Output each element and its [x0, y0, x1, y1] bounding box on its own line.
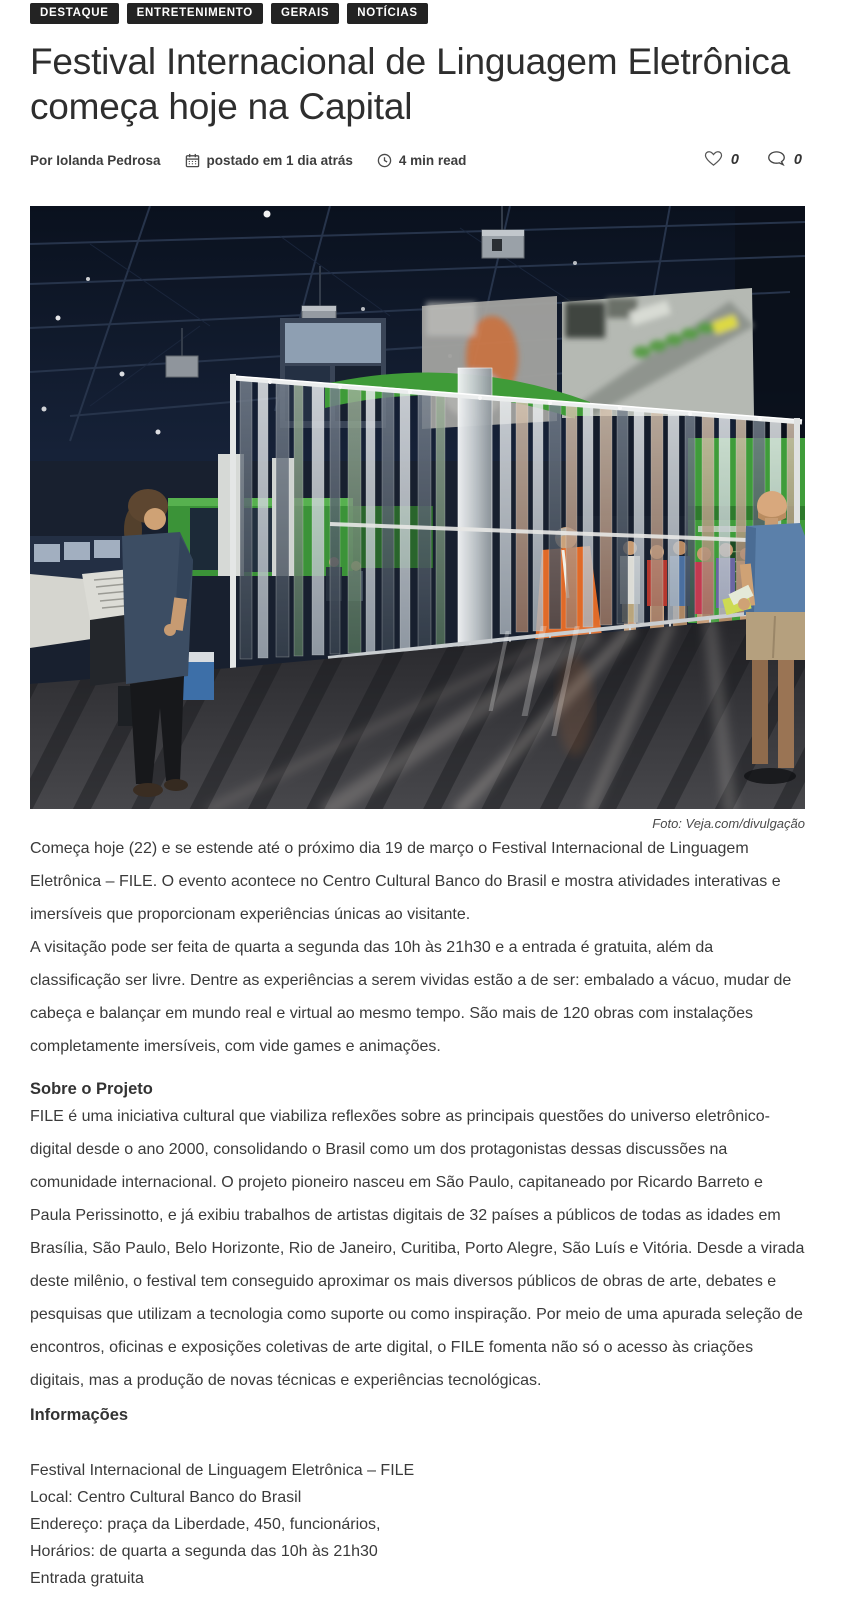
article-figure [30, 206, 805, 832]
photo-screen-right [562, 288, 754, 418]
comment-count: 0 [793, 152, 802, 168]
paragraph-1: Começa hoje (22) e se estende até o próximo dia 19 de março o Festival Internacional de Linguagem Eletrônica – FILE. O evento acontece no Centro Cultural Banco do Brasil e mostra atividades interativas e imersíveis que proporcionam experiências únicas ao visitante. [30, 840, 781, 923]
tag-noticias[interactable]: NOTÍCIAS [347, 3, 428, 24]
paragraph-2: A visitação pode ser feita de quarta a segunda das 10h às 21h30 e a entrada é gratuita, além da classificação ser livre. Dentre as experiências a serem vividas estão a de ser: embalado a vácuo, mudar de cabeça e balançar em mundo real e virtual ao mesmo tempo. São mais de 120 obras com instalações completamente imersíveis, com vide games e animações. [30, 939, 792, 1055]
info-line-entrada: Entrada gratuita [30, 1570, 144, 1587]
calendar-icon [185, 153, 200, 168]
photo-caption: Foto: Veja.com/divulgação [652, 816, 805, 831]
info-line-local: Local: Centro Cultural Banco do Brasil [30, 1489, 302, 1506]
comments-button[interactable] [767, 150, 802, 170]
clock-icon [377, 153, 392, 168]
info-list [30, 1457, 805, 1592]
category-tags [30, 0, 850, 24]
article-stats [704, 150, 805, 170]
read-time [377, 153, 467, 168]
comment-icon [767, 150, 786, 170]
section-heading-about: Sobre o Projeto [30, 1080, 153, 1098]
info-line-endereco: Endereço: praça da Liberdade, 450, funcionários, [30, 1516, 381, 1533]
posted-date-label: postado em 1 dia atrás [206, 152, 353, 168]
section-heading-info: Informações [30, 1406, 129, 1424]
article-photo [30, 206, 805, 809]
like-count: 0 [730, 152, 739, 168]
article-title: Festival Internacional de Linguagem Eletrônica começa hoje na Capital [30, 41, 791, 127]
tag-gerais[interactable]: GERAIS [271, 3, 339, 24]
paragraph-3: FILE é uma iniciativa cultural que viabiliza reflexões sobre as principais questões do universo eletrônico-digital desde o ano 2000, consolidando o Brasil como um dos protagonistas dessas discussões na comunidade internacional. O projeto pioneiro nasceu em São Paulo, capitaneado por Ricardo Barreto e Paula Perissinotto, e já exibiu trabalhos de artistas digitais de 32 países a públicos de todas as idades em Brasília, São Paulo, Belo Horizonte, Rio de Janeiro, Curitiba, Porto Alegre, São Luís e Vitória. Desde a virada deste milênio, o festival tem conseguido aproximar os mais diversos públicos de obras de arte, debates e pesquisas que utilizam a tecnologia como suporte ou como inspiração. Por meio de uma apurada seleção de encontros, oficinas e exposições coletivas de arte digital, o FILE fomenta não só o acesso às criações digitais, mas a produção de novas técnicas e experiências tecnológicas. [30, 1108, 805, 1389]
tag-entretenimento[interactable]: ENTRETENIMENTO [127, 3, 263, 24]
read-time-label: 4 min read [398, 152, 467, 168]
info-line-event: Festival Internacional de Linguagem Eletrônica – FILE [30, 1462, 415, 1479]
tag-destaque[interactable]: DESTAQUE [30, 3, 119, 24]
posted-date [185, 153, 353, 168]
author-name[interactable]: Por Iolanda Pedrosa [30, 152, 161, 168]
article-byline [30, 150, 805, 170]
info-line-horarios: Horários: de quarta a segunda das 10h às 21h30 [30, 1543, 378, 1560]
like-button[interactable] [704, 150, 739, 170]
heart-icon [704, 150, 723, 170]
